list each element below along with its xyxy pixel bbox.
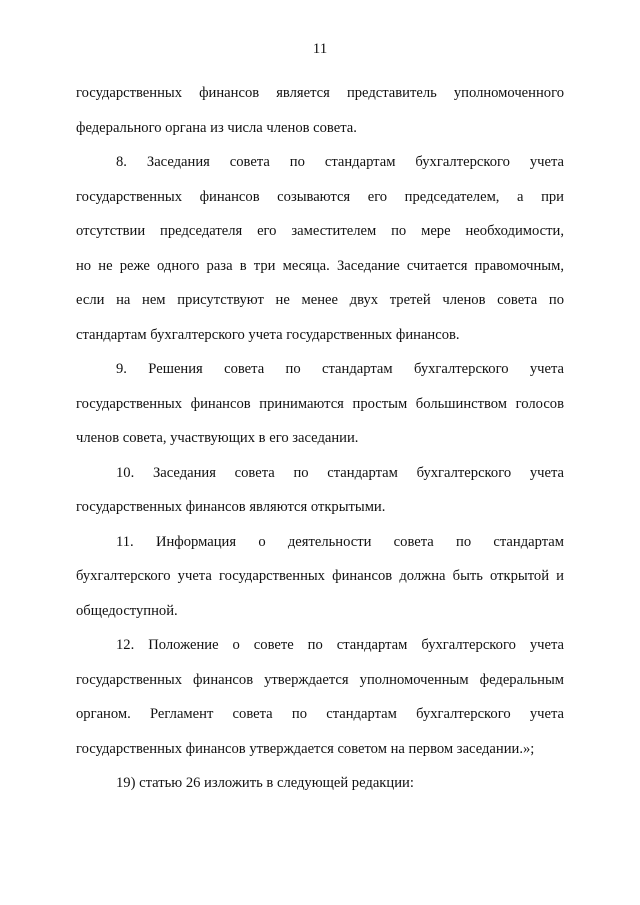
text-line: 9. Решения совета по стандартам бухгалтерского учета	[116, 361, 564, 377]
text-line: государственных финансов принимаются простым большинством голосов	[76, 395, 564, 412]
text-line: членов совета, участвующих в его заседании.	[76, 430, 359, 446]
text-line: федерального органа из числа членов совета.	[76, 119, 357, 136]
body-text	[76, 76, 564, 801]
text-line: государственных финансов является представитель уполномоченного	[76, 85, 564, 101]
text-line: органом. Регламент совета по стандартам бухгалтерского учета	[76, 706, 564, 722]
text-line: но не реже одного раза в три месяца. Заседание считается правомочным,	[76, 257, 564, 274]
text-line: 10. Заседания совета по стандартам бухгалтерского учета	[116, 464, 564, 481]
text-line: государственных финансов созываются его председателем, а при	[76, 188, 564, 205]
text-line: 8. Заседания совета по стандартам бухгалтерского учета	[116, 154, 564, 170]
text-line: государственных финансов утверждается советом на первом заседании.»;	[76, 740, 535, 757]
text-line: 11. Информация о деятельности совета по стандартам	[116, 533, 564, 550]
text-line: бухгалтерского учета государственных финансов должна быть открытой и	[76, 568, 564, 584]
text-line: отсутствии председателя его заместителем по мере необходимости,	[76, 223, 564, 239]
text-line: государственных финансов являются открытыми.	[76, 499, 386, 515]
text-line: государственных финансов утверждается уполномоченным федеральным	[76, 671, 564, 688]
text-line: общедоступной.	[76, 602, 178, 619]
text-line: стандартам бухгалтерского учета государственных финансов.	[76, 326, 460, 343]
text-line: если на нем присутствуют не менее двух третей членов совета по	[76, 292, 564, 308]
text-line: 12. Положение о совете по стандартам бухгалтерского учета	[116, 637, 564, 653]
page-number: 11	[312, 41, 328, 57]
text-line: 19) статью 26 изложить в следующей редакции:	[116, 775, 414, 791]
